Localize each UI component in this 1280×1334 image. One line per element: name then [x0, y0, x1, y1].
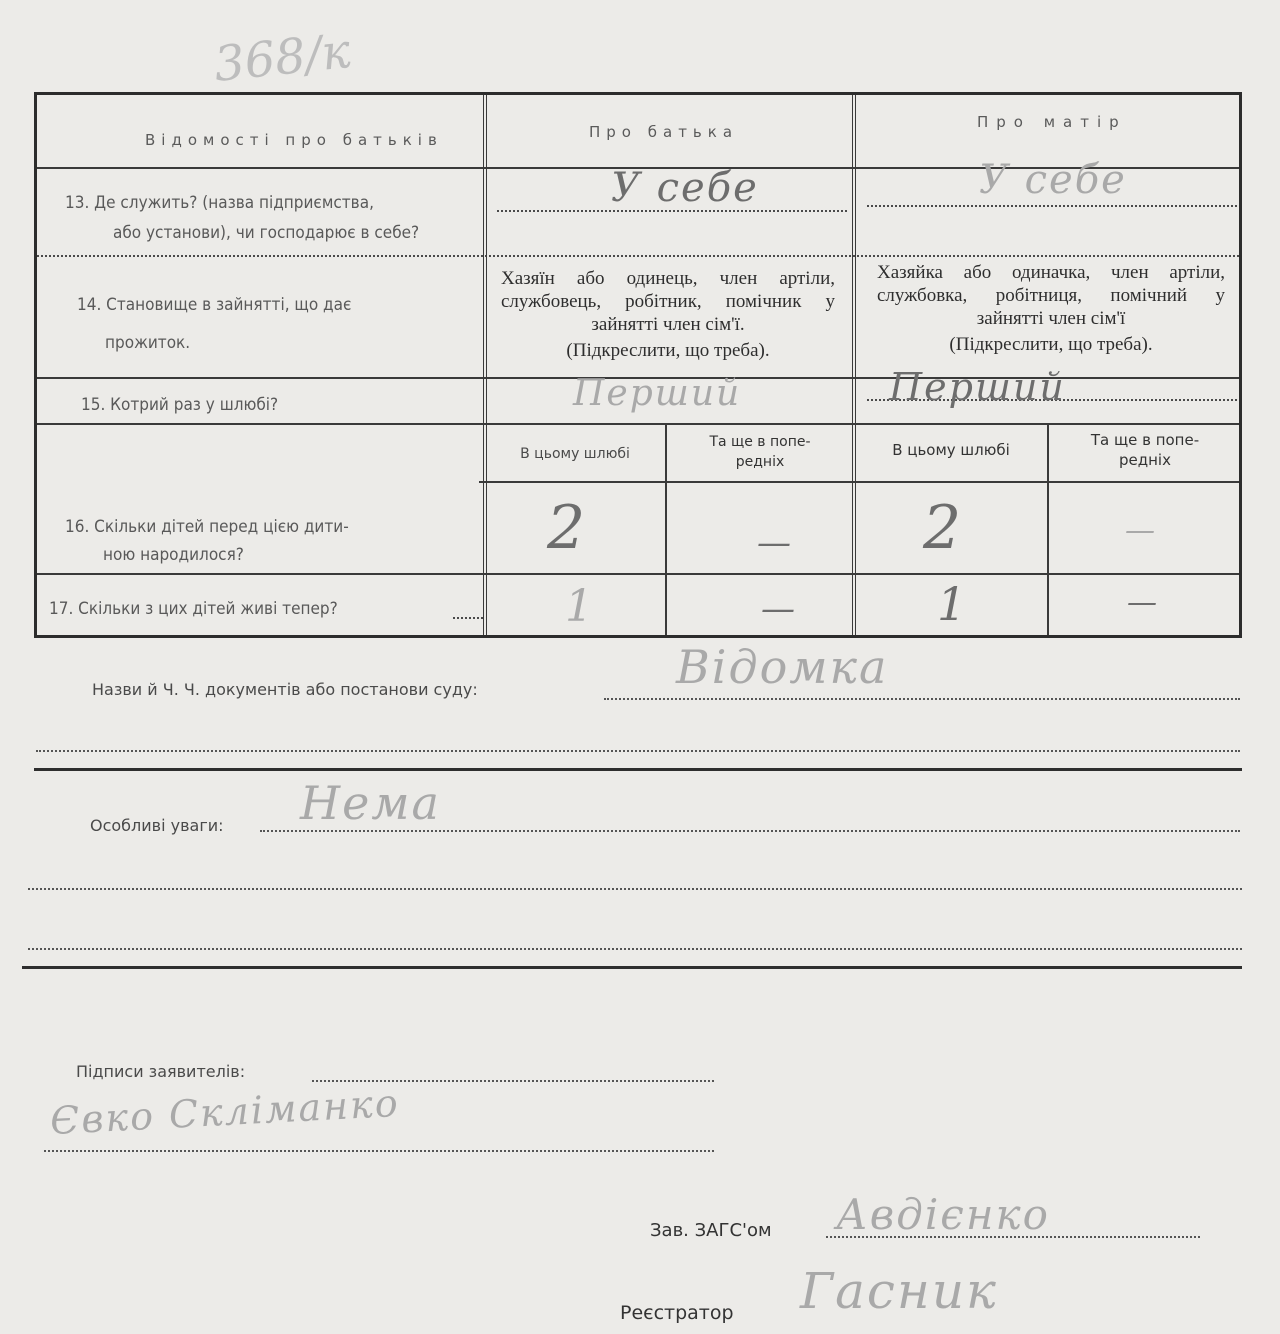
q14-label-line1: 14. Становище в зайнятті, що дає — [77, 295, 352, 315]
registrar-signature: Гасник — [800, 1262, 998, 1320]
q14-father-note: (Підкреслити, що треба). — [566, 340, 770, 361]
q14-label-line2: прожиток. — [105, 333, 191, 353]
applicants-label: Підписи заявителів: — [76, 1062, 246, 1081]
subhead-father-previous-line1: Та ще в попе- — [709, 434, 811, 450]
q16-mother-prev: — — [1125, 513, 1155, 548]
remarks-value: Нема — [300, 776, 441, 830]
row-divider-16 — [37, 573, 1239, 575]
remarks-line-1 — [260, 830, 1240, 832]
documents-separator — [34, 768, 1242, 771]
col-head-mother: Про матір — [977, 113, 1127, 131]
applicants-signature: Євко Скліманко — [49, 1080, 401, 1144]
q17-label: 17. Скільки з цих дітей живі тепер? — [49, 599, 338, 619]
q13-label-line1: 13. Де служить? (назва підприємства, — [65, 193, 374, 213]
q17-mother-prev: — — [1127, 585, 1157, 620]
q16-label-line1: 16. Скільки дітей перед цією дити- — [65, 517, 349, 537]
documents-line-1 — [604, 698, 1240, 700]
q13-father-answer: У себе — [611, 165, 759, 211]
q17-father-this: 1 — [565, 581, 595, 632]
col-head-father: Про батька — [589, 123, 739, 141]
q13-label-line2: або установи), чи господарює в себе? — [113, 223, 420, 243]
q13-mother-answer: У себе — [979, 157, 1127, 203]
documents-value: Відомка — [676, 640, 889, 694]
subhead-mother-this-marriage: В цьому шлюбі — [892, 441, 1010, 459]
remarks-separator — [22, 966, 1242, 969]
q17-mother-this: 1 — [937, 577, 969, 631]
q14-father-options: Хазяїн або одинець, член артіли, службовець, робітник, помічник у зайнятті член сім'ї. — [501, 268, 835, 335]
parents-info-table — [34, 92, 1242, 638]
q14-mother-options: Хазяйка або одиначка, член артіли, службовка, робітниця, помічний у зайнятті член сім'ї — [877, 262, 1225, 329]
q16-father-prev: — — [757, 523, 791, 563]
documents-label: Назви й Ч. Ч. документів або постанови суду: — [92, 680, 478, 699]
subhead-father-this-marriage: В цьому шлюбі — [520, 446, 630, 462]
registrar-label: Реєстратор — [620, 1302, 734, 1324]
col-divider-mother-sub — [1047, 425, 1049, 635]
q16-label-line2: ною народилося? — [103, 545, 244, 565]
q16-mother-this: 2 — [923, 493, 964, 563]
row-divider-subheads — [479, 481, 1239, 483]
q16-father-this: 2 — [547, 493, 588, 563]
q17-label-line — [453, 617, 483, 619]
head-label: Зав. ЗАГС'ом — [650, 1220, 772, 1241]
applicants-line-2 — [44, 1150, 714, 1152]
col-head-info: Відомості про батьків — [145, 131, 443, 149]
q15-father-answer: Перший — [573, 373, 742, 414]
q13-mother-line — [867, 205, 1237, 207]
col-divider-father-sub — [665, 425, 667, 635]
col-divider-father-mother — [852, 95, 856, 635]
subhead-father-previous-line2: редніх — [735, 454, 785, 470]
row-divider-15 — [37, 423, 1239, 425]
row-divider-13 — [37, 255, 1239, 257]
remarks-label: Особливі уваги: — [90, 816, 224, 835]
remarks-line-3 — [28, 948, 1242, 950]
q14-mother-note: (Підкреслити, що треба). — [949, 334, 1153, 355]
q17-father-prev: — — [761, 589, 795, 629]
q15-label: 15. Котрий раз у шлюбі? — [81, 395, 279, 415]
q15-mother-answer: Перший — [889, 365, 1066, 409]
documents-line-2 — [36, 750, 1240, 752]
col-divider-info — [483, 95, 487, 635]
remarks-line-2 — [28, 888, 1242, 890]
head-signature: Авдієнко — [836, 1190, 1050, 1239]
subhead-mother-previous-line2: редніх — [1119, 451, 1171, 469]
subhead-mother-previous-line1: Та ще в попе- — [1090, 431, 1200, 449]
archive-number-note: 368/к — [211, 23, 354, 93]
